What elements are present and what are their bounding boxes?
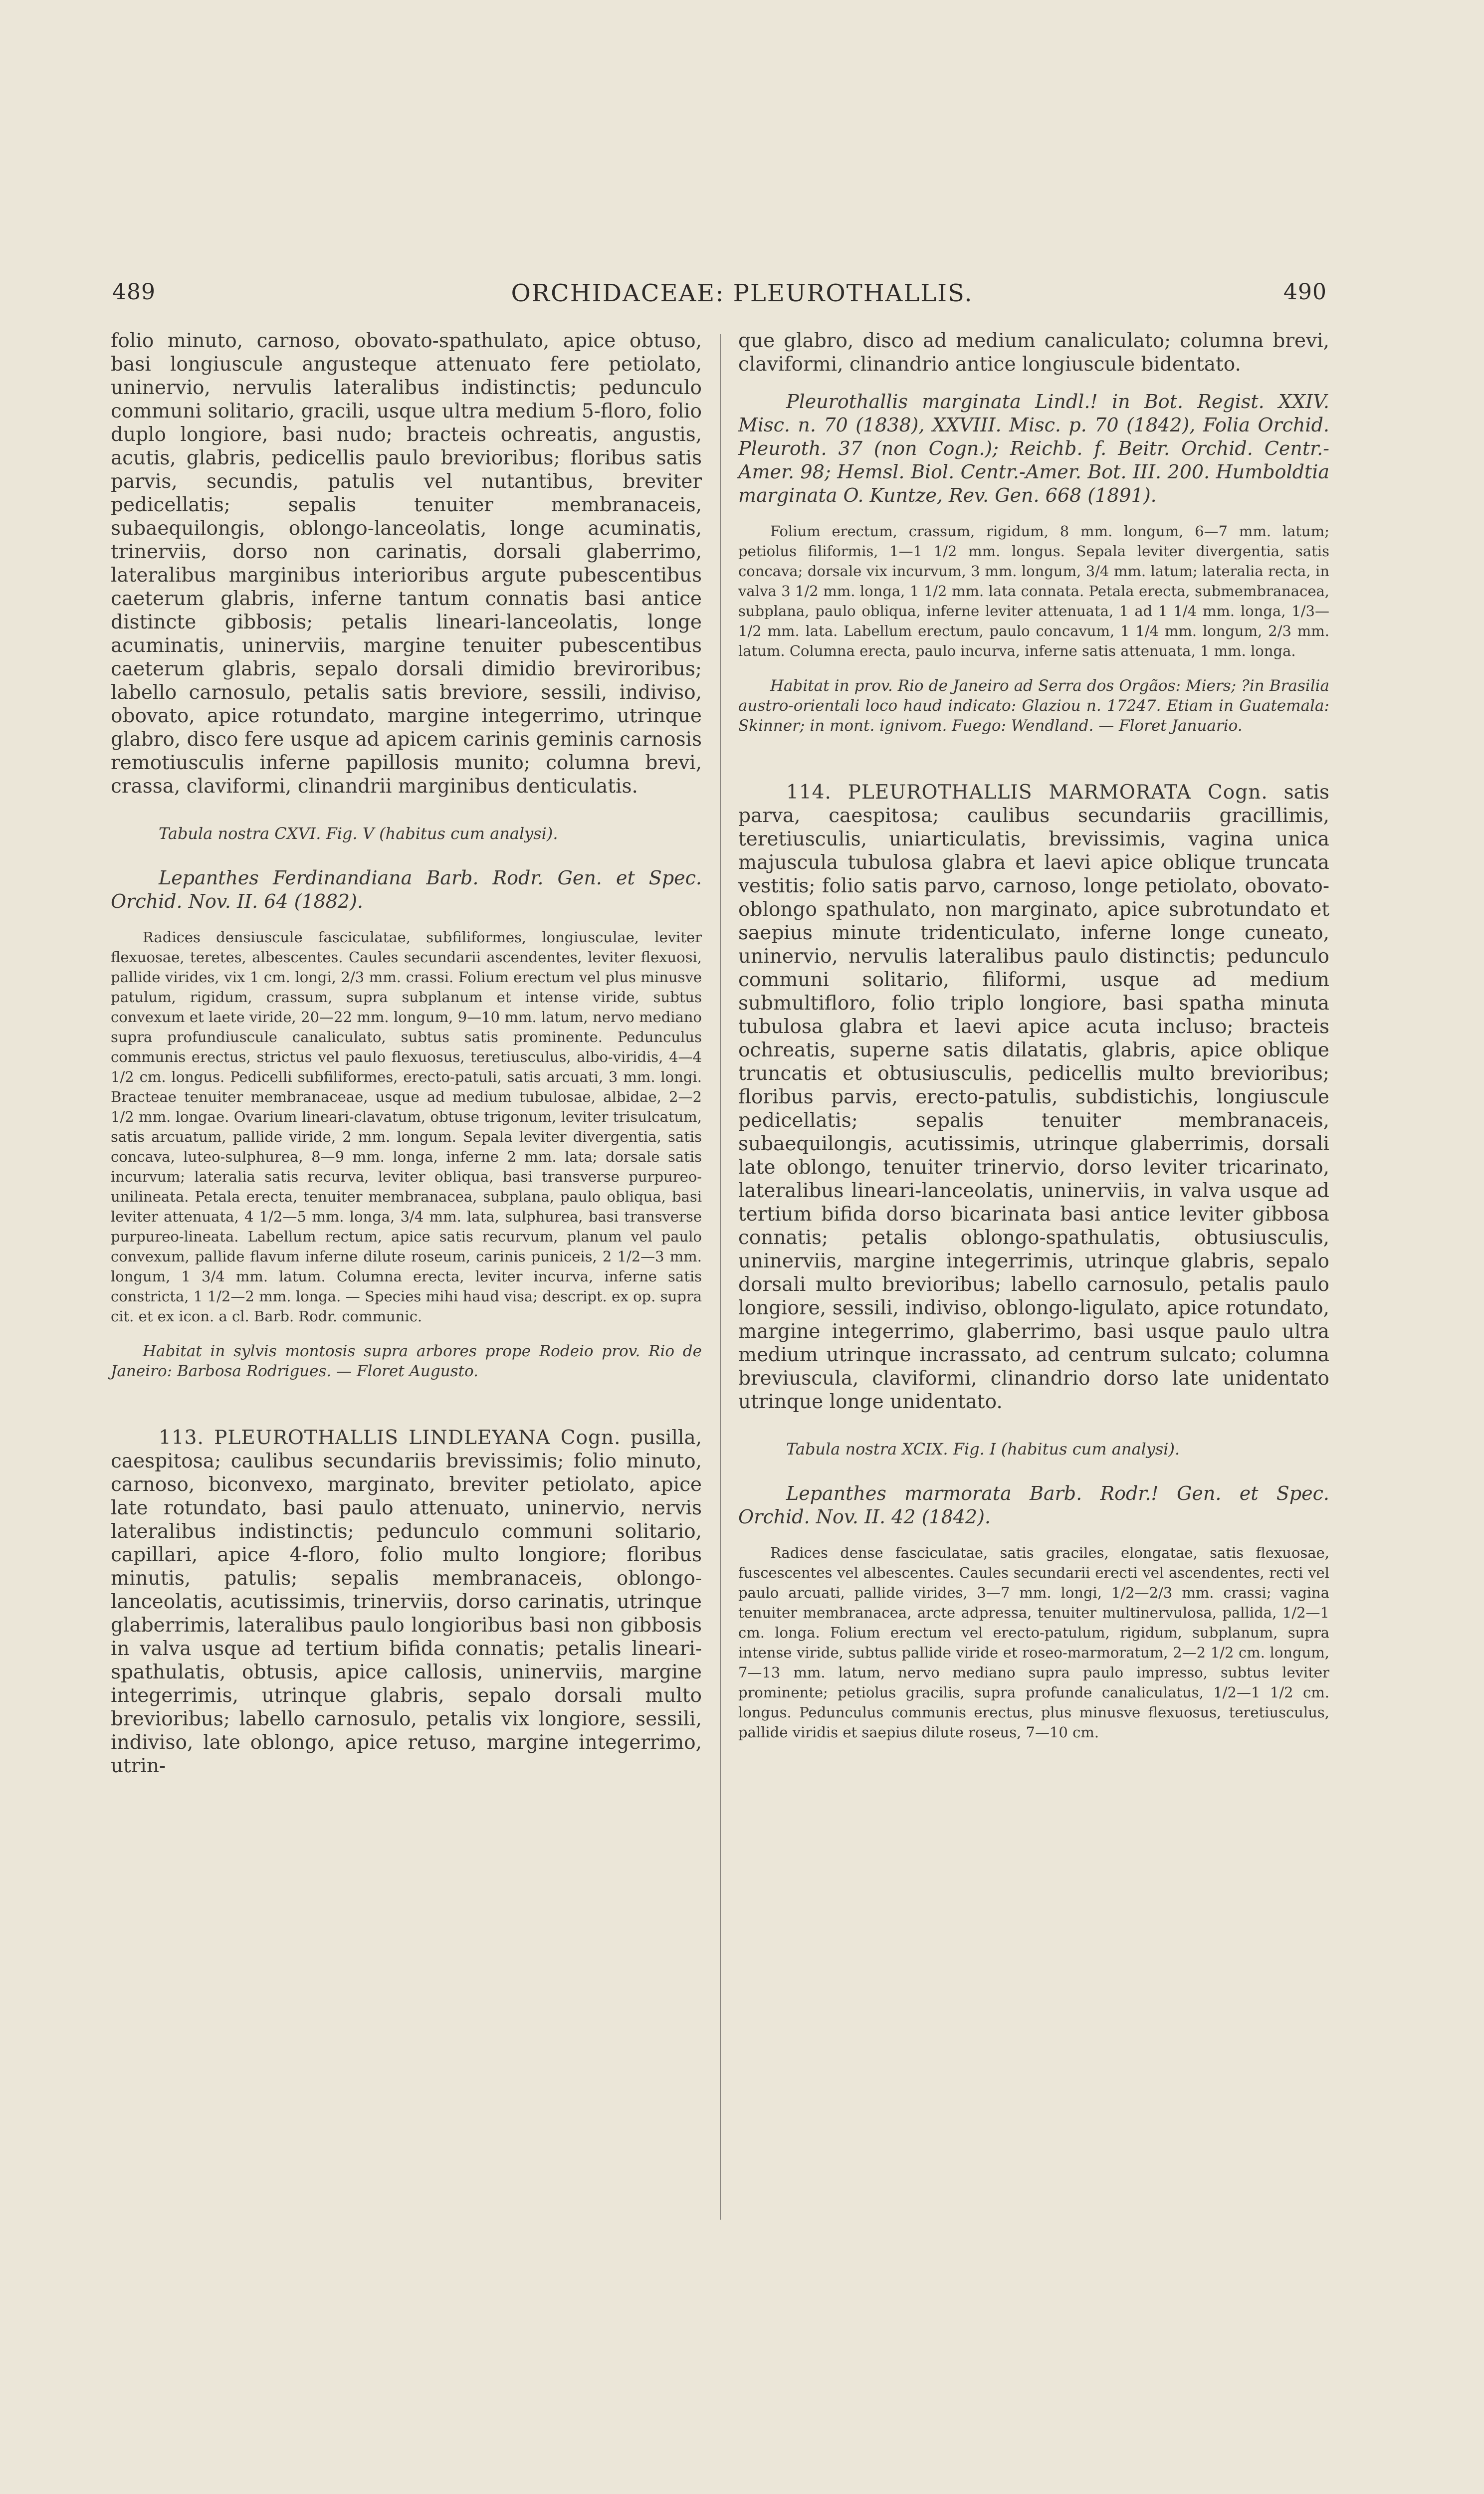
page-number-right: 490 [1283,279,1327,305]
detailed-description-114: Radices dense fasciculatae, satis graciles, elongatae, satis flexuosae, fuscescentes vel albescentes. Caules secundarii erecti vel ascendentes, recti vel paulo arcuati, pallide virides, 3—7 mm. longi, 1/2—2/3 mm. crassi; vagina tenuiter membranacea, arcte adpressa, tenuiter multinervulosa, pallida, 1/2—1 cm. longa. Folium erectum vel erecto-patulum, rigidum, subplanum, supra intense viride, subtus pallide viride et roseo-marmoratum, 2—2 1/2 cm. longum, 7—13 mm. latum, nervo mediano supra paulo impresso, subtus leviter prominente; petiolus gracilis, supra profunde canaliculatus, 1/2—1 1/2 cm. longus. Pedunculus communis erectus, plus minusve flexuosus, teretiusculus, pallide viridis et saepius dilute roseus, 7—10 cm. [738,1544,1329,1741]
synonym-citation-right: Pleurothallis marginata Lindl.! in Bot. Regist. XXIV. Misc. n. 70 (1838), XXVIII. Misc. p. 70 (1842), Folia Orchid. Pleuroth. 37 (non Cogn.); Reichb. f. Beitr. Orchid. Centr.-Amer. 98; Hemsl. Biol. Centr.-Amer. Bot. III. 200. Humboldtia marginata O. Kuntze, Rev. Gen. 668 (1891). [738,391,1329,506]
continued-description: folio minuto, carnoso, obovato-spathulato, apice obtuso, basi longiuscule angusteque attenuato fere petiolato, uninervio, nervulis lateralibus indistinctis; pedunculo communi solitario, gracili, usque ultra medium 5-floro, folio duplo longiore, basi nudo; bracteis ochreatis, angustis, acutis, glabris, pedicellis paulo brevioribus; floribus satis parvis, secundis, patulis vel nutantibus, breviter pedicellatis; sepalis tenuiter membranaceis, subaequilongis, oblongo-lanceolatis, longe acuminatis, trinerviis, dorso non carinatis, dorsali glaberrimo, lateralibus marginibus interioribus argute pubescentibus caeterum glabris, inferne tantum connatis basi antice distincte gibbosis; petalis lineari-lanceolatis, longe acuminatis, uninerviis, margine tenuiter pubescentibus caeterum glabris, sepalo dorsali dimidio breviroribus; labello carnosulo, petalis satis breviore, sessili, indiviso, obovato, apice rotundato, margine integerrimo, utrinque glabro, disco fere usque ad apicem carinis geminis carnosis remotiusculis inferne papillosis munito; columna brevi, crassa, claviformi, clinandrii marginibus denticulatis. [111,330,702,798]
detailed-description-right: Folium erectum, crassum, rigidum, 8 mm. longum, 6—7 mm. latum; petiolus filiformis, 1—1 1/2 mm. longus. Sepala leviter divergentia, satis concava; dorsale vix incurvum, 3 mm. longum, 3/4 mm. latum; lateralia recta, in valva 3 1/2 mm. longa, 1 1/2 mm. lata connata. Petala erecta, submembranacea, subplana, paulo obliqua, inferne leviter attenuata, 1 ad 1 1/4 mm. longa, 1/3—1/2 mm. lata. Labellum erectum, paulo concavum, 1 1/4 mm. longum, 2/3 mm. latum. Columna erecta, paulo incurva, inferne satis attenuata, 1 mm. longa. [738,523,1329,659]
species-113-text: pusilla, caespitosa; caulibus secundariis brevissimis; folio minuto, carnoso, biconvexo, marginato, breviter petiolato, apice late rotundato, basi paulo attenuato, uninervio, nervis lateralibus indistinctis; pedunculo communi solitario, capillari, apice 4-floro, folio multo longiore; floribus minutis, patulis; sepalis membranaceis, oblongo-lanceolatis, acutissimis, trinerviis, dorso carinatis, utrinque glaberrimis, lateralibus paulo longioribus basi non gibbosis in valva usque ad tertium bifida connatis; petalis lineari-spathulatis, obtusis, apice callosis, uninerviis, margine integerrimis, utrinque glabris, sepalo dorsali multo brevioribus; labello carnosulo, petalis vix longiore, sessili, indiviso, late oblongo, apice retuso, margine integerrimo, utrin- [111,1427,702,1777]
species-114-text: satis parva, caespitosa; caulibus secundariis gracillimis, teretiusculis, uniarticulatis, brevissimis, vagina unica majuscula tubulosa glabra et laevi apice oblique truncata vestitis; folio satis parvo, carnoso, longe petiolato, obovato-oblongo spathulato, non marginato, apice subrotundato et saepius minute tridenticulato, inferne longe cuneato, uninervio, nervulis lateralibus paulo distinctis; pedunculo communi solitario, filiformi, usque ad medium submultifloro, folio triplo longiore, basi spatha minuta tubulosa glabra et laevi apice acuta incluso; bracteis ochreatis, superne satis dilatatis, glabris, apice oblique truncatis et obtusiusculis, pedicellis multo brevioribus; floribus parvis, erecto-patulis, subdistichis, longiuscule pedicellatis; sepalis tenuiter membranaceis, subaequilongis, acutissimis, utrinque glaberrimis, dorsali late oblongo, tenuiter trinervio, dorso leviter tricarinato, lateralibus lineari-lanceolatis, uninerviis, in valva usque ad tertium bifida dorso bicarinata basi antice leviter gibbosa connatis; petalis oblongo-spathulatis, obtusiusculis, uninerviis, margine integerrimis, utrinque glabris, sepalo dorsali multo brevioribus; labello carnosulo, petalis paulo longiore, sessili, indiviso, oblongo-ligulato, apice rotundato, margine integerrimo, glaberrimo, basi usque paulo ultra medium utrinque incrassato, ad centrum sulcato; columna breviuscula, claviformi, clinandrio dorso late unidentato utrinque longe unidentato. [738,781,1329,1413]
right-column [738,329,1329,1756]
habitat-note: Habitat in sylvis montosis supra arbores prope Rodeio prov. Rio de Janeiro: Barbosa Rodrigues. — Floret Augusto. [111,1342,702,1380]
column-divider [720,334,721,2220]
species-114-entry [738,781,1329,1414]
plate-reference: Tabula nostra CXVI. Fig. V (habitus cum analysi). [159,824,558,843]
running-title: ORCHIDACEAE: PLEUROTHALLIS. [511,279,973,307]
species-113-title: 113. PLEUROTHALLIS LINDLEYANA Cogn. [159,1427,621,1449]
detailed-description: Radices densiuscule fasciculatae, subfiliformes, longiusculae, leviter flexuosae, teretes, albescentes. Caules secundarii ascendentes, leviter flexuosi, pallide virides, vix 1 cm. longi, 2/3 mm. crassi. Folium erectum vel plus minusve patulum, rigidum, crassum, supra subplanum et intense viride, subtus convexum et laete viride, 20—22 mm. longum, 9—10 mm. latum, nervo mediano supra profundiuscule canaliculato, subtus satis prominente. Pedunculus communis erectus, strictus vel paulo flexuosus, teretiusculus, albo-viridis, 4—4 1/2 cm. longus. Pedicelli subfiliformes, erecto-patuli, satis arcuati, 3 mm. longi. Bracteae tenuiter membranaceae, usque ad medium tubulosae, albidae, 2—2 1/2 mm. longae. Ovarium lineari-clavatum, obtuse trigonum, leviter trisulcatum, satis arcuatum, pallide viride, 2 mm. longum. Sepala leviter divergentia, satis concava, luteo-sulphurea, 8—9 mm. longa, inferne 2 mm. lata; dorsale satis incurvum; lateralia satis recurva, leviter obliqua, basi transverse purpureo-unilineata. Petala erecta, tenuiter membranacea, subplana, paulo obliqua, basi leviter attenuata, 4 1/2—5 mm. longa, 3/4 mm. lata, sulphurea, basi transverse purpureo-lineata. Labellum rectum, apice satis recurvum, planum vel paulo convexum, pallide flavum inferne dilute roseum, carinis puniceis, 2 1/2—3 mm. longum, 1 3/4 mm. latum. Columna erecta, leviter incurva, inferne satis constricta, 1 1/2—2 mm. longa. — Species mihi haud visa; descript. ex op. supra cit. et ex icon. a cl. Barb. Rodr. communic. [111,929,702,1325]
species-113-entry [111,1426,702,1778]
plate-reference-right: Tabula nostra XCIX. Fig. I (habitus cum analysi). [786,1440,1180,1458]
species-114-title: 114. PLEUROTHALLIS MARMORATA Cogn. [786,781,1268,804]
synonym-citation: Lepanthes Ferdinandiana Barb. Rodr. Gen. et Spec. Orchid. Nov. II. 64 (1882). [111,867,702,912]
habitat-note-right: Habitat in prov. Rio de Janeiro ad Serra dos Orgãos: Miers; ?in Brasilia austro-orientali loco haud indicato: Glaziou n. 17247. Etiam in Guatemala: Skinner; in mont. ignivom. Fuego: Wendland. — Floret Januario. [738,677,1329,735]
continued-description-right: que glabro, disco ad medium canaliculato; columna brevi, claviformi, clinandrio antice longiuscule bidentato. [738,330,1329,376]
page-number-left: 489 [112,279,156,305]
synonym-citation-114: Lepanthes marmorata Barb. Rodr.! Gen. et Spec. Orchid. Nov. II. 42 (1842). [738,1482,1329,1528]
left-column [111,329,702,1792]
